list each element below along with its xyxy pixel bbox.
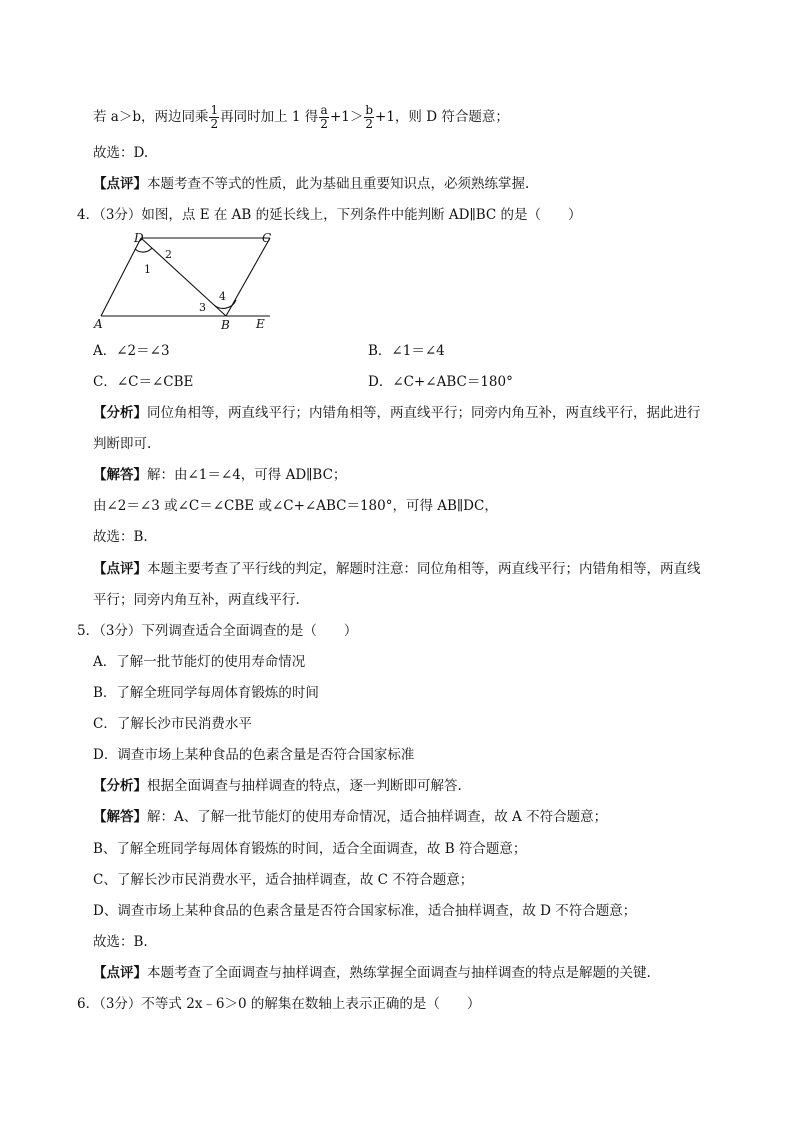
label-e: E [256,317,265,331]
solution-tag: 【解答】 [93,809,147,825]
label-b: B [221,318,230,332]
q3-comment [93,175,529,193]
q4-option-c: C．∠C＝∠CBE [93,374,194,390]
q5-solution-c: C、了解长沙市民消费水平，适合抽样调查，故 C 不符合题意； [93,872,474,888]
label-d: D [134,231,144,245]
q4-comment [93,560,701,578]
solution-tag: 【解答】 [93,467,147,483]
q3-deduction-part4: +1，则 D 符合题意； [375,109,509,125]
q4-option-a: A．∠2＝∠3 [93,343,170,359]
question-stem: （3分）下列调查适合全面调查的是（ ） [99,623,358,639]
q5-analysis [93,777,462,795]
comment-text: 本题主要考查了平行线的判定，解题时注意：同位角相等，两直线平行；内错角相等，两直线 [147,561,701,577]
q4-comment-cont: 平行；同旁内角互补，两直线平行. [93,592,300,608]
q4-analysis-cont: 判断即可. [93,436,152,452]
label-angle-3: 3 [199,301,206,314]
b-half-fraction [364,104,374,131]
comment-tag: 【点评】 [93,176,147,192]
a-denominator: 2 [320,117,328,131]
question-number: 4． [77,207,100,223]
question-number: 5． [77,623,100,639]
solution-text: 解：A、了解一批节能灯的使用寿命情况，适合抽样调查，故 A 不符合题意； [147,809,608,825]
comment-text: 本题考查了全面调查与抽样调查，熟练掌握全面调查与抽样调查的特点是解题的关键. [147,965,651,981]
label-angle-2: 2 [165,248,172,261]
q5-solution-d: D、调查市场上某种食品的色素含量是否符合国家标准，适合抽样调查，故 D 不符合题意； [93,903,637,919]
q5-solution [93,808,607,826]
question-number: 6． [77,996,100,1012]
q4-analysis [93,404,701,422]
q3-deduction-part3: +1＞ [329,109,364,125]
a-half-fraction [319,104,329,131]
half-numerator: 1 [210,103,219,117]
b-numerator: b [365,103,374,117]
label-a: A [94,317,103,331]
label-angle-1: 1 [144,263,151,276]
q4-parallelogram-figure [88,228,288,336]
label-angle-4: 4 [219,290,226,303]
q5-option-a: A．了解一批节能灯的使用寿命情况 [93,654,306,670]
q4-answer: 故选：B. [93,529,148,545]
q3-deduction-part2: 再同时加上 1 得 [220,109,319,125]
q4-stem [77,206,582,224]
q4-option-b: B．∠1＝∠4 [368,343,445,359]
comment-tag: 【点评】 [93,965,147,981]
q4-solution [93,466,346,484]
analysis-text: 同位角相等，两直线平行；内错角相等，两直线平行；同旁内角互补，两直线平行，据此进行 [147,405,701,421]
analysis-tag: 【分析】 [93,405,147,421]
q3-deduction-line [93,104,509,131]
q3-answer: 故选：D. [93,145,149,161]
b-denominator: 2 [365,117,373,131]
half-denominator: 2 [210,117,219,131]
comment-text: 本题考查不等式的性质，此为基础且重要知识点，必须熟练掌握. [147,176,530,192]
analysis-tag: 【分析】 [93,778,147,794]
q5-comment [93,964,651,982]
q5-solution-b: B、了解全班同学每周体育锻炼的时间，适合全面调查，故 B 符合题意； [93,841,527,857]
half-fraction [209,104,219,131]
q6-stem [77,995,480,1013]
q4-solution-cont: 由∠2＝∠3 或∠C＝∠CBE 或∠C+∠ABC＝180°，可得 AB∥DC， [93,498,498,514]
segment-db [141,238,226,316]
comment-tag: 【点评】 [93,561,147,577]
question-stem: （3分）不等式 2x﹣6＞0 的解集在数轴上表示正确的是（ ） [99,996,481,1012]
analysis-text: 根据全面调查与抽样调查的特点，逐一判断即可解答. [147,778,462,794]
q5-option-d: D．调查市场上某种食品的色素含量是否符合国家标准 [93,747,415,763]
a-numerator: a [320,103,328,117]
q5-option-b: B．了解全班同学每周体育锻炼的时间 [93,685,319,701]
question-stem: （3分）如图，点 E 在 AB 的延长线上，下列条件中能判断 AD∥BC 的是（ ） [99,207,582,223]
label-c: C [262,231,272,245]
q3-deduction-part1: 若 a＞b，两边同乘 [93,109,209,125]
q4-option-d: D．∠C+∠ABC＝180° [368,374,513,390]
solution-text: 解：由∠1＝∠4，可得 AD∥BC； [147,467,347,483]
q5-option-c: C．了解长沙市民消费水平 [93,716,252,732]
q5-stem [77,622,357,640]
angle-arc-d [135,248,152,252]
q5-answer: 故选：B. [93,934,148,950]
